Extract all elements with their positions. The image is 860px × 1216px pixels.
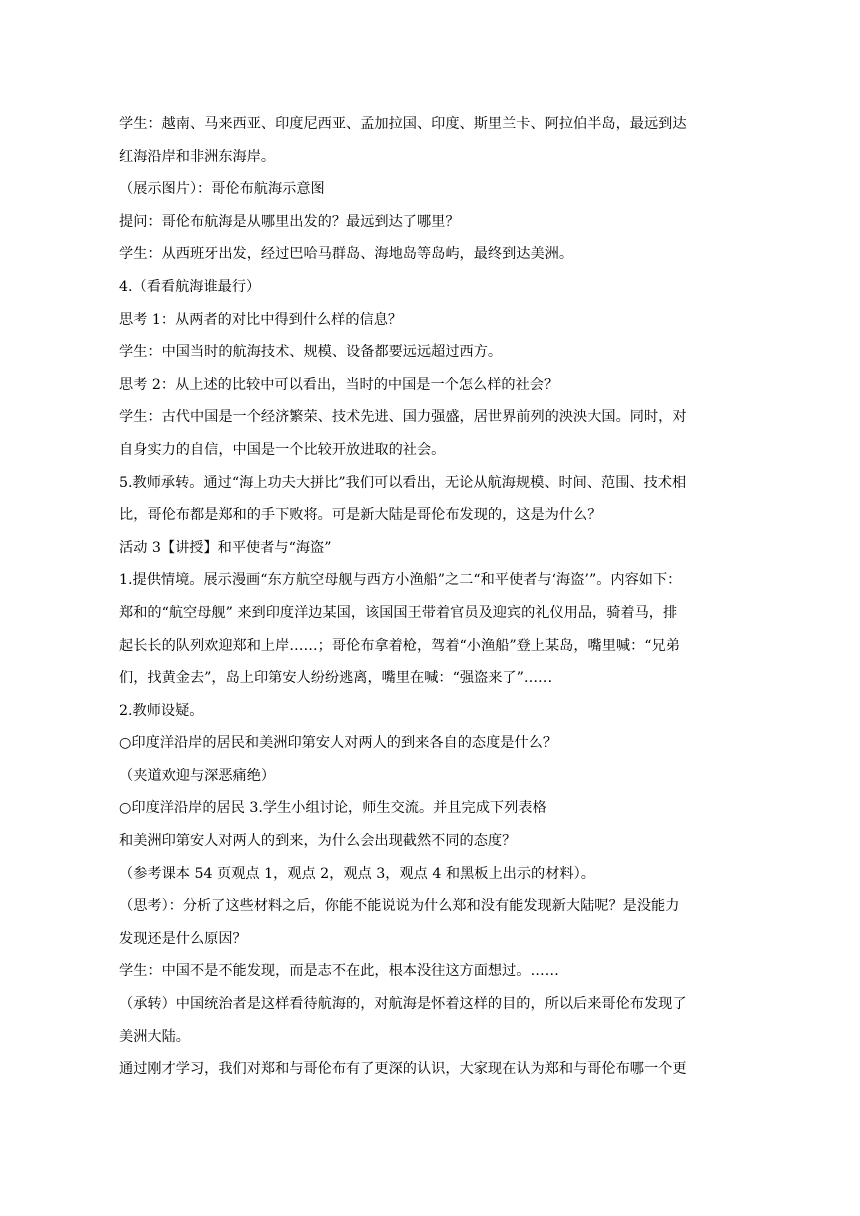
text-line: ○印度洋沿岸的居民 3.学生小组讨论，师生交流。并且完成下列表格	[119, 800, 547, 817]
text-line: （承转）中国统治者是这样看待航海的，对航海是怀着这样的目的，所以后来哥伦布发现了	[119, 996, 687, 1013]
text-line: 思考 1：从两者的对比中得到什么样的信息？	[119, 311, 403, 328]
text-line: 起长长的队列欢迎郑和上岸……；哥伦布拿着枪，驾着“小渔船”登上某岛，嘴里喊：“兄弟	[119, 637, 680, 654]
text-line: 学生：越南、马来西亚、印度尼西亚、孟加拉国、印度、斯里兰卡、阿拉伯半岛，最远到达	[119, 116, 687, 132]
text-line: 学生：古代中国是一个经济繁荣、技术先进、国力强盛，居世界前列的泱泱大国。同时，对	[119, 409, 687, 426]
text-line: （展示图片）：哥伦布航海示意图	[119, 181, 325, 198]
text-line: 学生：中国不是不能发现，而是志不在此，根本没往这方面想过。……	[119, 963, 559, 980]
text-line: 4.（看看航海谁最行）	[119, 278, 261, 295]
text-line: 学生：中国当时的航海技术、规模、设备都要远远超过西方。	[119, 344, 503, 361]
text-line: 2.教师设疑。	[119, 702, 204, 719]
text-line: （思考）：分析了这些材料之后，你能不能说说为什么郑和没有能发现新大陆呢？是没能力	[119, 898, 680, 915]
text-line: 提问：哥伦布航海是从哪里出发的？最远到达了哪里？	[119, 213, 460, 230]
text-line: 自身实力的自信，中国是一个比较开放进取的社会。	[119, 441, 446, 458]
text-line: 和美洲印第安人对两人的到来，为什么会出现截然不同的态度？	[119, 833, 517, 850]
text-line: （参考课本 54 页观点 1，观点 2，观点 3，观点 4 和黑板上出示的材料）。	[119, 865, 595, 882]
text-line: ○印度洋沿岸的居民和美洲印第安人对两人的到来各自的态度是什么？	[119, 735, 558, 752]
text-line: 红海沿岸和非洲东海岸。	[119, 148, 276, 165]
text-line: 们，找黄金去”，岛上印第安人纷纷逃离，嘴里在喊：“强盗来了”……	[119, 670, 553, 687]
text-line: 美洲大陆。	[119, 1028, 190, 1045]
text-line: 发现还是什么原因？	[119, 930, 247, 947]
document-body	[119, 108, 741, 1086]
text-line: 思考 2：从上述的比较中可以看出，当时的中国是一个怎么样的社会？	[119, 376, 559, 393]
text-line: 通过刚才学习，我们对郑和与哥伦布有了更深的认识，大家现在认为郑和与哥伦布哪一个更	[119, 1061, 687, 1078]
text-line: 比，哥伦布都是郑和的手下败将。可是新大陆是哥伦布发现的，这是为什么？	[119, 507, 602, 524]
text-line: 活动 3【讲授】和平使者与“海盗”	[119, 539, 332, 556]
text-line: 郑和的“航空母舰” 来到印度洋边某国，该国国王带着官员及迎宾的礼仪用品，骑着马，排	[119, 604, 678, 621]
text-line: 1.提供情境。展示漫画“东方航空母舰与西方小渔船”之二“和平使者与‘海盗’”。内容如下：	[119, 572, 682, 589]
text-line: 5.教师承转。通过“海上功夫大拼比”我们可以看出，无论从航海规模、时间、范围、技术相	[119, 474, 687, 491]
text-line: （夹道欢迎与深恶痛绝）	[119, 767, 276, 784]
text-line: 学生：从西班牙出发，经过巴哈马群岛、海地岛等岛屿，最终到达美洲。	[119, 246, 574, 263]
